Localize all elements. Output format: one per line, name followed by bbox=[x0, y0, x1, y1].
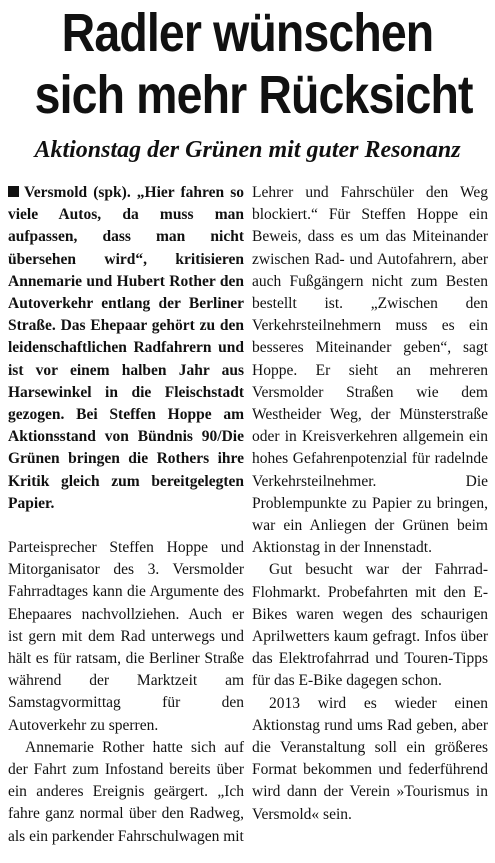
column-left bbox=[8, 182, 244, 848]
body-paragraph-4: Gut besucht war der Fahrrad-Flohmarkt. Probefahrten mit den E-Bikes waren wegen des schaurigen Aprilwetters kaum gefragt. Infos über das Elektrofahrrad und Touren-Tipps für das E-Bike dagegen schon. bbox=[252, 561, 488, 690]
headline-line-2: sich mehr Rücksicht bbox=[34, 65, 473, 125]
headline bbox=[34, 0, 473, 126]
body-paragraph-1: Parteisprecher Steffen Hoppe und Mitorganisator des 3. Versmolder Fahrradtages kann die Argumente des Ehepaares nachvollziehen. Auch er ist gern mit dem Rad unterwegs und hält es für ratsam, die Berliner Straße während der Marktzeit am Samstagvormittag für den Autoverkehr zu sperren. bbox=[8, 539, 244, 734]
column-right bbox=[252, 182, 488, 848]
body-paragraph-2: Annemarie Rother hatte sich auf der Fahrt zum Infostand bereits über ein anderes Ereignis geärgert. „Ich fahre ganz normal über den Radweg, als ein parkender Fahrschulwagen mit bbox=[8, 738, 244, 845]
body-paragraph-5: 2013 wird es wieder einen Aktionstag rund ums Rad geben, aber die Veranstaltung soll ein größeres Format bekommen und federführend wird dann der Verein »Tourismus in Versmold« sein. bbox=[252, 694, 488, 823]
lead-paragraph bbox=[8, 182, 244, 515]
headline-line-1: Radler wünschen bbox=[61, 3, 434, 63]
body-paragraph-3: Lehrer und Fahrschüler den Weg blockiert.“ Für Steffen Hoppe ein Beweis, dass es um das Miteinander zwischen Rad- und Autofahrern, aber auch Fußgängern nicht zum Besten bestellt ist. „Zwischen den Verkehrsteilnehmern muss es ein besseres Miteinander geben“, sagt Hoppe. Er sieht an mehreren Versmolder Straßen wie dem Westheider Weg, der Münsterstraße oder in Kreisverkehren allgemein ein hohes Gefahrenpotenzial für radelnde Verkehrsteilnehmer. Die Problempunkte zu Papier zu bringen, war ein Anliegen der Grünen beim Aktionstag in der Innenstadt. bbox=[252, 184, 488, 557]
article-body bbox=[8, 182, 488, 848]
bullet-square-icon bbox=[8, 186, 19, 197]
subheadline: Aktionstag der Grünen mit guter Resonanz bbox=[34, 137, 461, 163]
lead-text: Versmold (spk). „Hier fahren so viele Autos, da muss man aufpassen, dass man nicht übersehen wird“, kritisieren Annemarie und Hubert Rother den Autoverkehr entlang der Berliner Straße. Das Ehepaar gehört zu den leidenschaftlichen Radfahrern und ist vor einem halben Jahr aus Harsewinkel in die Fleischstadt gezogen. Bei Steffen Hoppe am Aktionsstand von Bündnis 90/Die Grünen bringen die Rothers ihre Kritik gleich zum bereitgelegten Papier. bbox=[8, 184, 244, 512]
